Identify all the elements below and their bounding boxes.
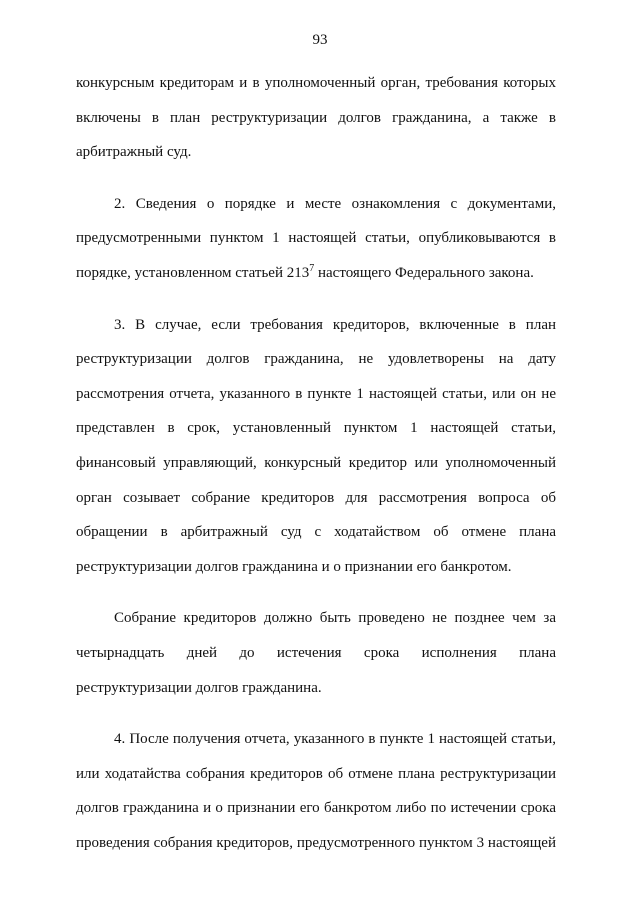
text-line — [76, 187, 556, 222]
text-line: предусмотренными пунктом 1 настоящей статьи, опубликовываются в — [76, 230, 556, 247]
paragraph-4 — [76, 601, 556, 705]
text-line: включены в план реструктуризации долгов гражданина, а также в — [76, 109, 556, 126]
text-line: представлен в срок, установленный пунктом 1 настоящей статьи, — [76, 420, 556, 437]
page-number: 93 — [312, 32, 328, 48]
text-line — [76, 722, 556, 757]
text-line: рассмотрения отчета, указанного в пункте 1 настоящей статьи, или он не — [76, 385, 556, 402]
text-line — [76, 601, 556, 636]
text-line-content: 3. В случае, если требования кредиторов, включенные в план — [114, 316, 556, 333]
text-line: реструктуризации долгов гражданина, не удовлетворены на дату — [76, 351, 556, 368]
text-line: реструктуризации долгов гражданина и о признании его банкротом. — [76, 558, 512, 575]
text-line: финансовый управляющий, конкурсный кредитор или уполномоченный — [76, 454, 556, 471]
text-line-content: порядке, установленном статьей 213 — [76, 264, 310, 281]
text-line — [76, 308, 556, 343]
text-line: обращении в арбитражный суд с ходатайством об отмене плана — [76, 524, 556, 541]
body-text — [76, 66, 556, 860]
paragraph-1 — [76, 66, 556, 170]
text-line: долгов гражданина и о признании его банкротом либо по истечении срока — [76, 800, 556, 817]
paragraph-5 — [76, 722, 556, 860]
paragraph-2 — [76, 187, 556, 291]
text-line: арбитражный суд. — [76, 144, 192, 161]
text-line-content: 4. После получения отчета, указанного в пункте 1 настоящей статьи, — [114, 731, 556, 748]
text-line — [76, 256, 556, 291]
paragraph-3 — [76, 308, 556, 585]
text-line: проведения собрания кредиторов, предусмотренного пунктом 3 настоящей — [76, 834, 556, 851]
text-line-content: Собрание кредиторов должно быть проведено не позднее чем за — [114, 610, 556, 627]
text-line-content: 2. Сведения о порядке и месте ознакомления с документами, — [114, 195, 556, 212]
superscript-article-index: 7 — [309, 262, 315, 274]
text-line: реструктуризации долгов гражданина. — [76, 679, 322, 696]
text-line: или ходатайства собрания кредиторов об отмене плана реструктуризации — [76, 765, 556, 782]
text-line: орган созывает собрание кредиторов для рассмотрения вопроса об — [76, 489, 556, 506]
text-line-content: настоящего Федерального закона. — [314, 264, 534, 281]
text-line: четырнадцать дней до истечения срока исполнения плана — [76, 644, 556, 661]
text-line: конкурсным кредиторам и в уполномоченный орган, требования которых — [76, 75, 556, 91]
